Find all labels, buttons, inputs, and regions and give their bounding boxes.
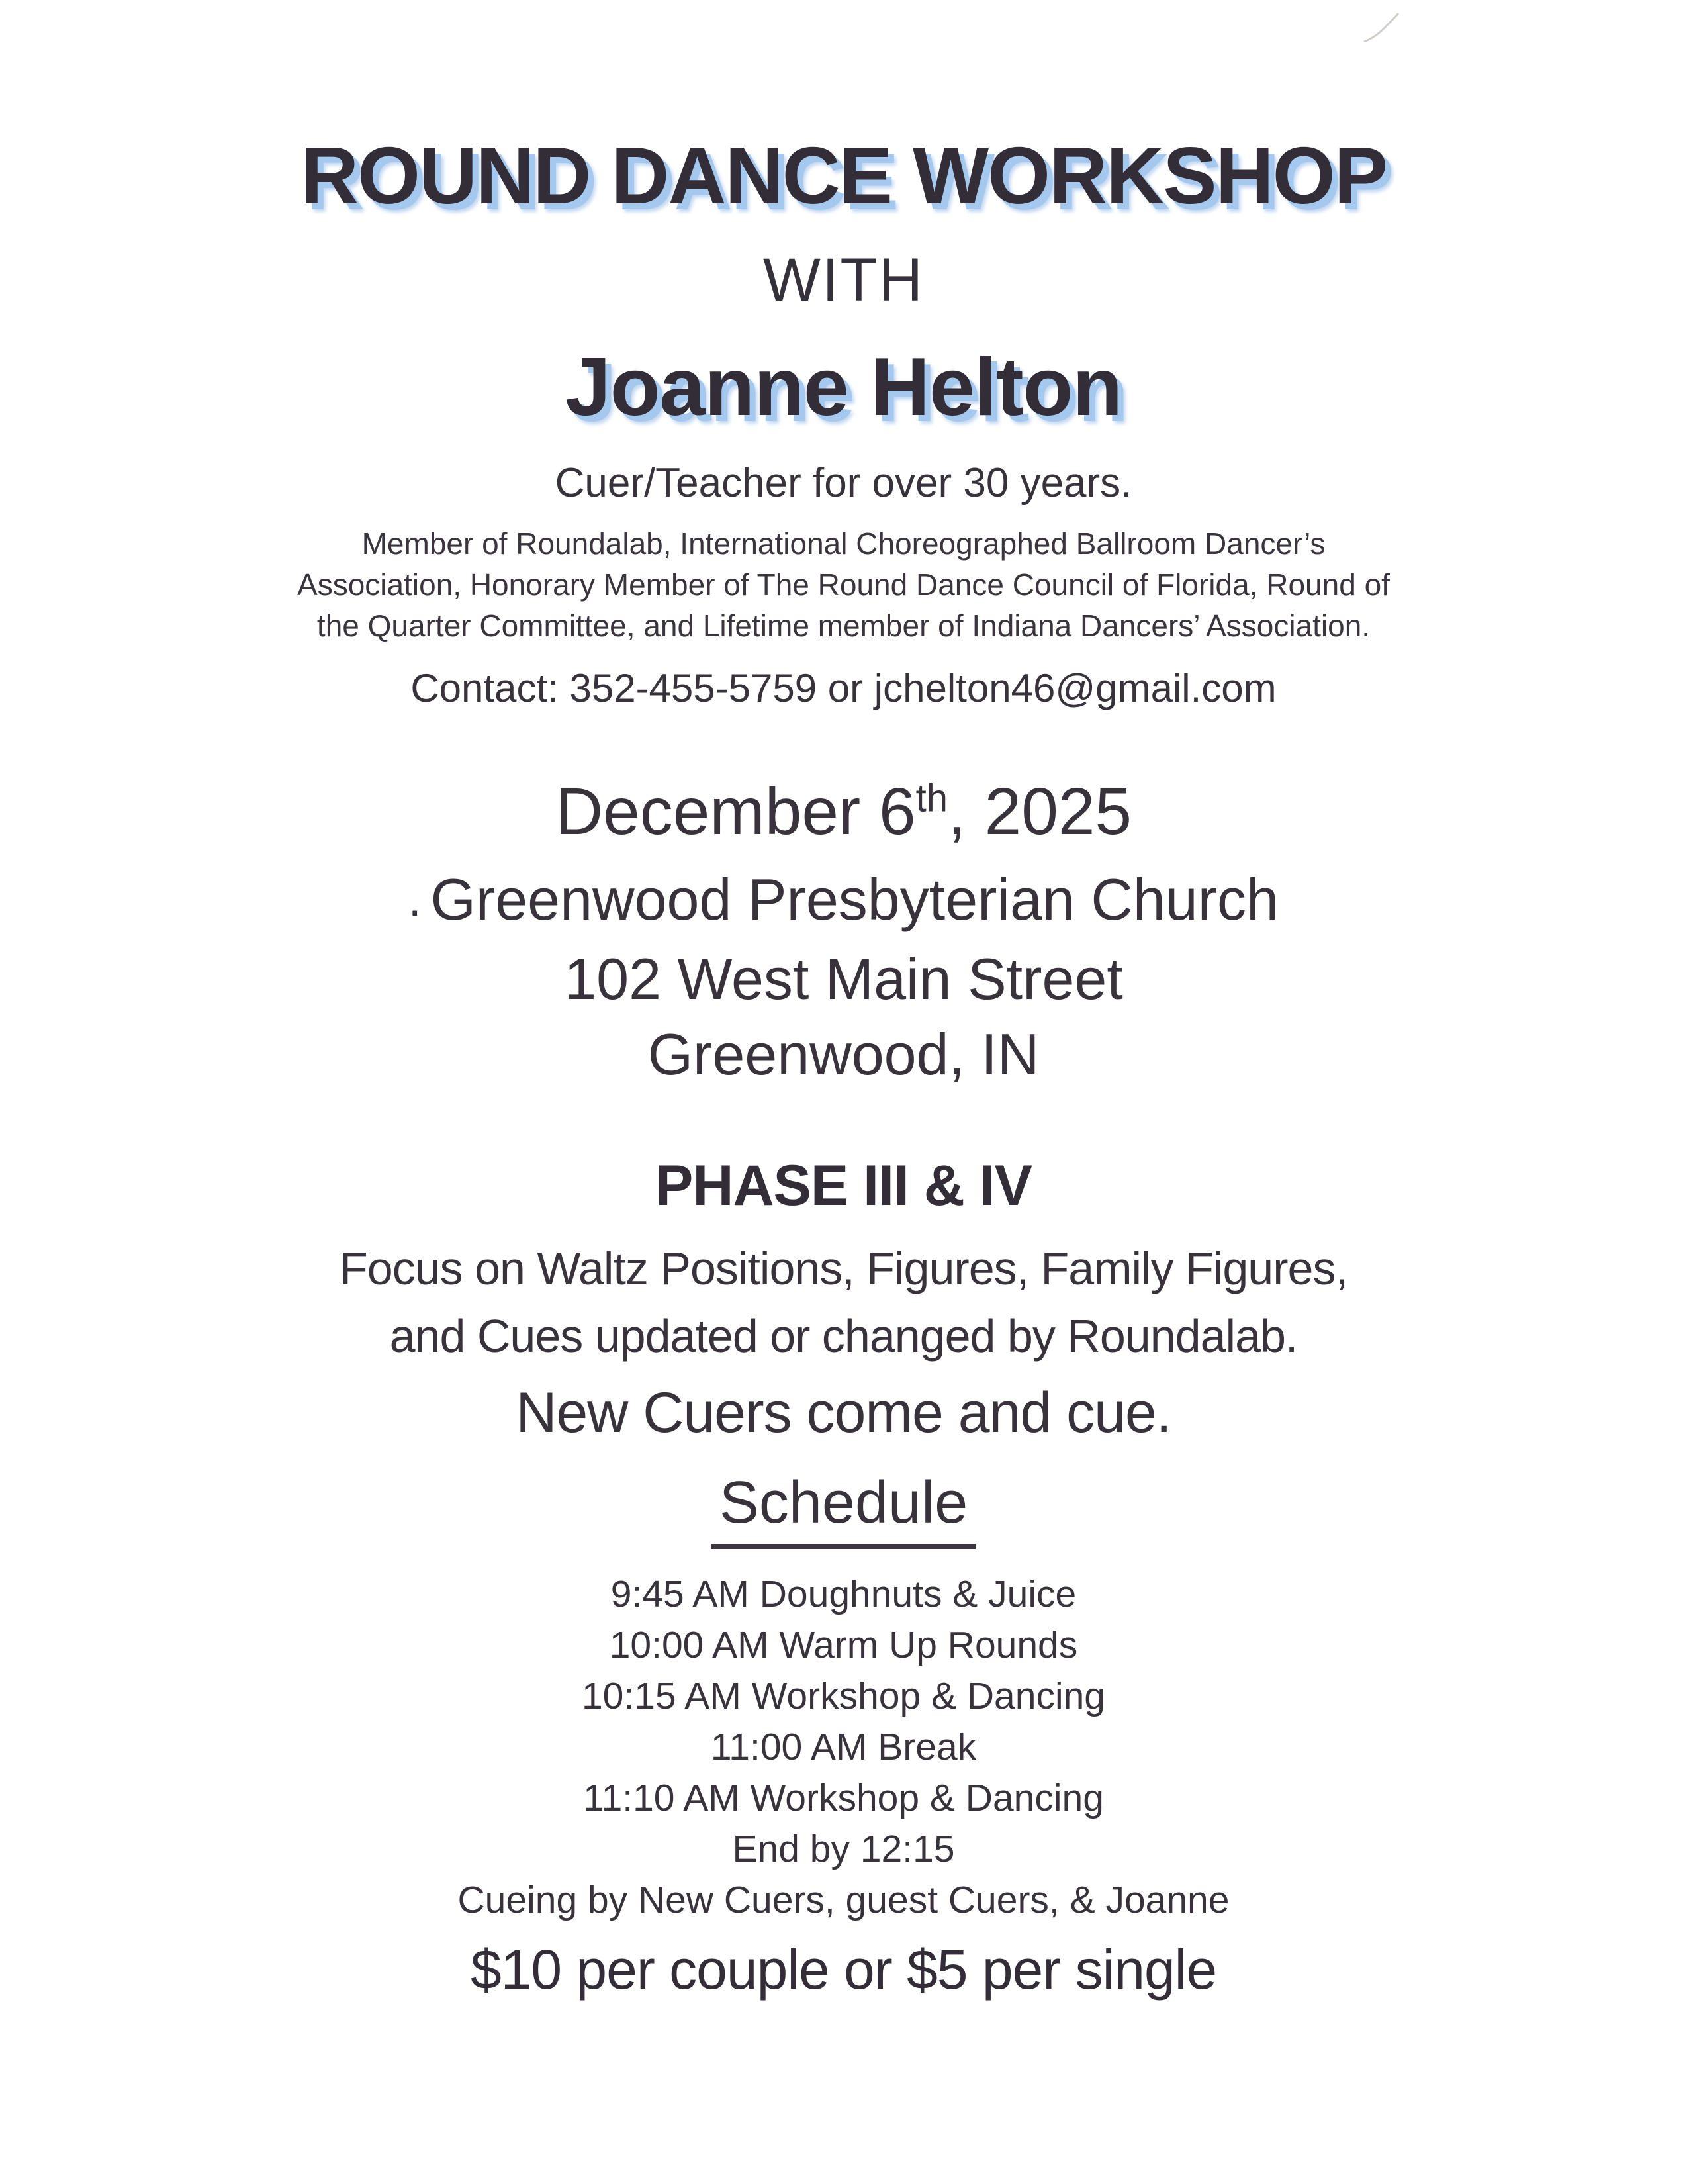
bio-line-2: Association, Honorary Member of The Round Dance Council of Florida, Round of <box>297 567 1390 602</box>
schedule-heading-text: Schedule <box>711 1467 976 1549</box>
scan-artifact-mark <box>1362 12 1403 50</box>
schedule-item: 11:10 AM Workshop & Dancing <box>583 1777 1104 1820</box>
bio-paragraph <box>0 523 1687 646</box>
venue-name-line <box>0 862 1687 941</box>
venue-name: Greenwood Presbyterian Church <box>430 866 1279 932</box>
contact-line: Contact: 352-455-5759 or jchelton46@gmail.com <box>410 665 1277 710</box>
bio-line-3: the Quarter Committee, and Lifetime member of Indiana Dancers’ Association. <box>316 608 1371 643</box>
bio-line-1: Member of Roundalab, International Choreographed Ballroom Dancer’s <box>361 526 1326 561</box>
event-date-ordinal: th <box>915 777 948 820</box>
price-line: $10 per couple or $5 per single <box>470 1938 1217 2001</box>
focus-line-2: and Cues updated or changed by Roundalab. <box>389 1310 1298 1362</box>
phase-heading: PHASE III & IV <box>655 1153 1032 1217</box>
tagline: Cuer/Teacher for over 30 years. <box>555 460 1132 506</box>
venue-block <box>0 862 1687 1092</box>
focus-line-1: Focus on Waltz Positions, Figures, Family Figures, <box>340 1243 1347 1295</box>
schedule-list <box>0 1569 1687 1926</box>
street-address: 102 West Main Street <box>564 945 1123 1012</box>
city-state: Greenwood, IN <box>647 1021 1040 1087</box>
schedule-item: End by 12:15 <box>732 1828 955 1871</box>
page-title: ROUND DANCE WORKSHOP <box>300 130 1387 220</box>
schedule-item: 10:00 AM Warm Up Rounds <box>609 1624 1078 1667</box>
stray-scan-dot: . <box>408 873 422 926</box>
with-label: WITH <box>762 246 925 314</box>
event-date-prefix: December 6 <box>555 774 916 849</box>
schedule-item: 9:45 AM Doughnuts & Juice <box>610 1573 1077 1616</box>
event-date-rest: , 2025 <box>948 774 1132 849</box>
schedule-heading <box>0 1467 1687 1549</box>
schedule-item: 11:00 AM Break <box>710 1726 977 1769</box>
new-cuers-line: New Cuers come and cue. <box>516 1381 1171 1445</box>
presenter-name: Joanne Helton <box>565 342 1122 434</box>
schedule-item: 10:15 AM Workshop & Dancing <box>581 1675 1106 1718</box>
event-date <box>0 772 1687 851</box>
focus-paragraph <box>0 1235 1687 1370</box>
schedule-item: Cueing by New Cuers, guest Cuers, & Joanne <box>457 1879 1230 1922</box>
